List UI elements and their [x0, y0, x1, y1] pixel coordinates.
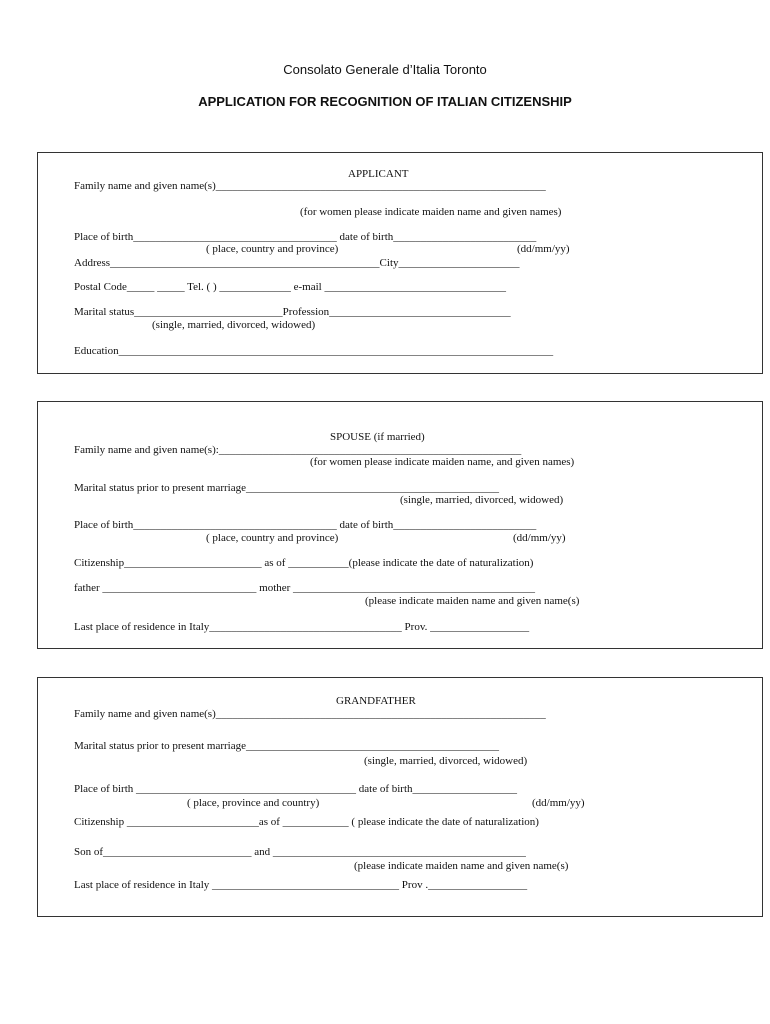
grandfather-date-note: (dd/mm/yy): [532, 797, 585, 809]
grandfather-place-of-birth-field[interactable]: Place of birth ________________________________________ date of birth___________________: [74, 783, 518, 795]
spouse-marital-prior-field[interactable]: Marital status prior to present marriage______________________________________________: [74, 482, 499, 494]
applicant-marital-field[interactable]: Marital status___________________________Profession_________________________________: [74, 306, 511, 318]
grandfather-heading: GRANDFATHER: [336, 695, 416, 707]
form-title: APPLICATION FOR RECOGNITION OF ITALIAN CITIZENSHIP: [198, 94, 572, 109]
grandfather-marital-note: (single, married, divorced, widowed): [364, 755, 528, 767]
applicant-date-note: (dd/mm/yy): [517, 243, 570, 255]
spouse-parents-note: (please indicate maiden name and given name(s): [365, 595, 580, 607]
grandfather-family-name-field[interactable]: Family name and given name(s)____________________________________________________________: [74, 708, 546, 720]
spouse-family-name-field[interactable]: Family name and given name(s):_______________________________________________________: [74, 444, 522, 456]
applicant-education-field[interactable]: Education_______________________________________________________________________________: [74, 345, 554, 357]
grandfather-last-residence-field[interactable]: Last place of residence in Italy __________________________________ Prov .__________________: [74, 879, 528, 891]
spouse-heading: SPOUSE (if married): [330, 431, 425, 443]
grandfather-citizenship-field[interactable]: Citizenship ________________________as of ____________ ( please indicate the date of naturalization): [74, 816, 539, 828]
applicant-section: [37, 152, 763, 374]
grandfather-son-of-field[interactable]: Son of___________________________ and ______________________________________________: [74, 846, 526, 858]
spouse-parents-field[interactable]: father ____________________________ mother ____________________________________________: [74, 582, 536, 594]
grandfather-place-note: ( place, province and country): [187, 797, 320, 809]
applicant-place-note: ( place, country and province): [206, 243, 339, 255]
spouse-place-note: ( place, country and province): [206, 532, 339, 544]
applicant-address-field[interactable]: Address_________________________________________________City______________________: [74, 257, 520, 269]
applicant-postal-field[interactable]: Postal Code_____ _____ Tel. ( ) _____________ e-mail _________________________________: [74, 281, 506, 293]
spouse-marital-note: (single, married, divorced, widowed): [400, 494, 564, 506]
applicant-marital-note: (single, married, divorced, widowed): [152, 319, 316, 331]
applicant-family-name-field[interactable]: Family name and given name(s)____________________________________________________________: [74, 180, 546, 192]
consulate-name: Consolato Generale d’Italia Toronto: [283, 62, 487, 77]
applicant-heading: APPLICANT: [348, 168, 409, 180]
spouse-date-note: (dd/mm/yy): [513, 532, 566, 544]
spouse-last-residence-field[interactable]: Last place of residence in Italy___________________________________ Prov. __________________: [74, 621, 530, 633]
grandfather-section: [37, 677, 763, 917]
applicant-place-of-birth-field[interactable]: Place of birth_____________________________________ date of birth__________________________: [74, 231, 537, 243]
spouse-family-name-note: (for women please indicate maiden name, and given names): [310, 456, 575, 468]
applicant-family-name-note: (for women please indicate maiden name and given names): [300, 206, 562, 218]
spouse-section: [37, 401, 763, 649]
grandfather-son-of-note: (please indicate maiden name and given name(s): [354, 860, 569, 872]
grandfather-marital-prior-field[interactable]: Marital status prior to present marriage______________________________________________: [74, 740, 499, 752]
spouse-place-of-birth-field[interactable]: Place of birth_____________________________________ date of birth__________________________: [74, 519, 537, 531]
spouse-citizenship-field[interactable]: Citizenship_________________________ as of ___________(please indicate the date of naturalization): [74, 557, 534, 569]
